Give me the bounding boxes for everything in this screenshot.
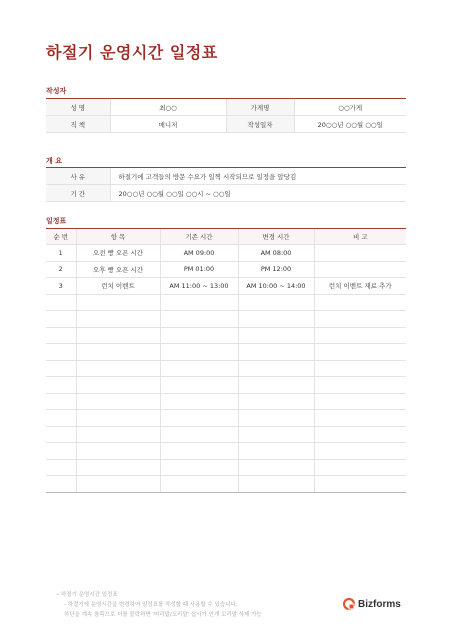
- bizforms-logo-icon: [343, 598, 355, 610]
- schedule-cell: [76, 410, 160, 427]
- schedule-cell: [238, 426, 314, 443]
- overview-label: 기 간: [46, 185, 110, 202]
- schedule-cell: [46, 443, 76, 460]
- schedule-cell: [238, 476, 314, 493]
- schedule-cell: [314, 344, 406, 361]
- schedule-row: [46, 294, 406, 311]
- schedule-cell: [314, 327, 406, 344]
- schedule-cell: [238, 311, 314, 328]
- schedule-cell: [314, 261, 406, 278]
- schedule-cell: PM 01:00: [160, 261, 238, 278]
- schedule-table: [46, 229, 406, 493]
- schedule-cell: [46, 377, 76, 394]
- schedule-cell: [76, 327, 160, 344]
- author-section-label: 작성자: [46, 87, 67, 95]
- schedule-cell: [160, 443, 238, 460]
- schedule-cell: [238, 393, 314, 410]
- schedule-cell: [160, 360, 238, 377]
- schedule-cell: [76, 443, 160, 460]
- schedule-header-cell: 비 고: [314, 229, 406, 245]
- footer-line-1: 하절기 운영시간 일정표: [61, 592, 118, 598]
- schedule-cell: 2: [46, 261, 76, 278]
- footer-note: • 하절기 운영시간 일정표 - 하절기에 운영시간을 변경하여 일정표를 작성할 때 사용할 수 있습니다. 하단을 계속 참목으로 더를 블락하면 '머리말/꼬리말' 삽사가 인개 꼬리말 삭제 가능: [56, 592, 262, 618]
- author-value: 최○○: [110, 99, 226, 116]
- schedule-cell: [76, 294, 160, 311]
- schedule-row: [46, 344, 406, 361]
- schedule-row: [46, 327, 406, 344]
- document-title: 하절기 운영시간 일정표: [46, 43, 218, 62]
- schedule-row: [46, 443, 406, 460]
- schedule-header-cell: 항 목: [76, 229, 160, 245]
- schedule-cell: [314, 311, 406, 328]
- schedule-cell: [46, 360, 76, 377]
- schedule-cell: 1: [46, 245, 76, 262]
- schedule-cell: AM 09:00: [160, 245, 238, 262]
- schedule-cell: [238, 443, 314, 460]
- schedule-cell: [76, 311, 160, 328]
- schedule-row: [46, 459, 406, 476]
- schedule-cell: [314, 360, 406, 377]
- schedule-cell: [160, 393, 238, 410]
- schedule-cell: AM 11:00 ~ 13:00: [160, 278, 238, 295]
- schedule-cell: 오후 빵 오픈 시간: [76, 261, 160, 278]
- schedule-cell: AM 08:00: [238, 245, 314, 262]
- schedule-row: [46, 476, 406, 493]
- overview-section-label: 개 요: [46, 157, 62, 165]
- schedule-cell: [314, 294, 406, 311]
- author-label: 가게명: [226, 99, 294, 116]
- schedule-cell: [314, 459, 406, 476]
- schedule-cell: [76, 476, 160, 493]
- schedule-cell: [314, 245, 406, 262]
- bizforms-logo-text: Bizforms: [358, 598, 401, 610]
- schedule-cell: [314, 393, 406, 410]
- schedule-cell: [314, 377, 406, 394]
- schedule-cell: [238, 410, 314, 427]
- overview-label: 사 유: [46, 168, 110, 185]
- schedule-cell: [160, 476, 238, 493]
- footer-line-2: - 하절기에 운영시간을 변경하여 일정표를 작성할 때 사용할 수 있습니다.: [64, 602, 238, 608]
- schedule-cell: [238, 344, 314, 361]
- schedule-cell: [76, 393, 160, 410]
- schedule-cell: [46, 459, 76, 476]
- schedule-cell: 오전 빵 오픈 시간: [76, 245, 160, 262]
- schedule-cell: [160, 459, 238, 476]
- overview-value: 하절기에 고객들의 방문 수요가 일찍 시작되므로 일정을 앞당김: [110, 168, 406, 185]
- footer-line-3: 하단을 계속 참목으로 더를 블락하면 '머리말/꼬리말' 삽사가 인개 꼬리말 삭제 가능: [64, 612, 262, 618]
- schedule-cell: [160, 294, 238, 311]
- schedule-cell: [314, 443, 406, 460]
- schedule-cell: [46, 294, 76, 311]
- schedule-section-label: 일정표: [46, 217, 67, 225]
- schedule-row: [46, 278, 406, 295]
- schedule-row: [46, 261, 406, 278]
- schedule-cell: [160, 426, 238, 443]
- schedule-row: [46, 245, 406, 262]
- schedule-cell: 런치 이벤트: [76, 278, 160, 295]
- schedule-cell: AM 10:00 ~ 14:00: [238, 278, 314, 295]
- schedule-header-cell: 순 번: [46, 229, 76, 245]
- schedule-cell: [238, 377, 314, 394]
- author-row: [46, 99, 406, 116]
- schedule-cell: [76, 360, 160, 377]
- schedule-row: [46, 311, 406, 328]
- schedule-cell: PM 12:00: [238, 261, 314, 278]
- schedule-cell: [76, 344, 160, 361]
- author-label: 직 책: [46, 116, 110, 133]
- schedule-cell: [314, 426, 406, 443]
- schedule-row: [46, 393, 406, 410]
- author-label: 성 명: [46, 99, 110, 116]
- bizforms-logo: [343, 598, 401, 610]
- author-value: ○○가게: [294, 99, 406, 116]
- author-value: 매니저: [110, 116, 226, 133]
- schedule-cell: [160, 327, 238, 344]
- schedule-header-cell: 변경 시간: [238, 229, 314, 245]
- schedule-cell: 3: [46, 278, 76, 295]
- schedule-cell: [46, 344, 76, 361]
- schedule-cell: [46, 476, 76, 493]
- schedule-cell: [46, 426, 76, 443]
- author-label: 작성일자: [226, 116, 294, 133]
- overview-row: [46, 168, 406, 185]
- schedule-cell: [238, 459, 314, 476]
- schedule-cell: [76, 459, 160, 476]
- schedule-cell: [160, 311, 238, 328]
- schedule-row: [46, 410, 406, 427]
- schedule-cell: [46, 327, 76, 344]
- schedule-cell: [46, 410, 76, 427]
- schedule-row: [46, 377, 406, 394]
- overview-row: [46, 185, 406, 202]
- author-row: [46, 116, 406, 133]
- schedule-cell: [314, 410, 406, 427]
- schedule-cell: [238, 360, 314, 377]
- schedule-cell: [76, 377, 160, 394]
- author-value: 20○○년 ○○월 ○○일: [294, 116, 406, 133]
- author-table: [46, 99, 406, 133]
- schedule-cell: [46, 311, 76, 328]
- schedule-cell: [160, 410, 238, 427]
- schedule-cell: [46, 393, 76, 410]
- schedule-cell: [238, 294, 314, 311]
- schedule-cell: [160, 377, 238, 394]
- schedule-row: [46, 360, 406, 377]
- schedule-row: [46, 426, 406, 443]
- schedule-cell: [314, 476, 406, 493]
- schedule-header-cell: 기존 시간: [160, 229, 238, 245]
- schedule-cell: [238, 327, 314, 344]
- schedule-cell: 런치 이벤트 재료 추가: [314, 278, 406, 295]
- schedule-cell: [76, 426, 160, 443]
- overview-value: 20○○년 ○○월 ○○일 ○○시 ~ ○○일: [110, 185, 406, 202]
- overview-table: [46, 168, 406, 202]
- schedule-cell: [160, 344, 238, 361]
